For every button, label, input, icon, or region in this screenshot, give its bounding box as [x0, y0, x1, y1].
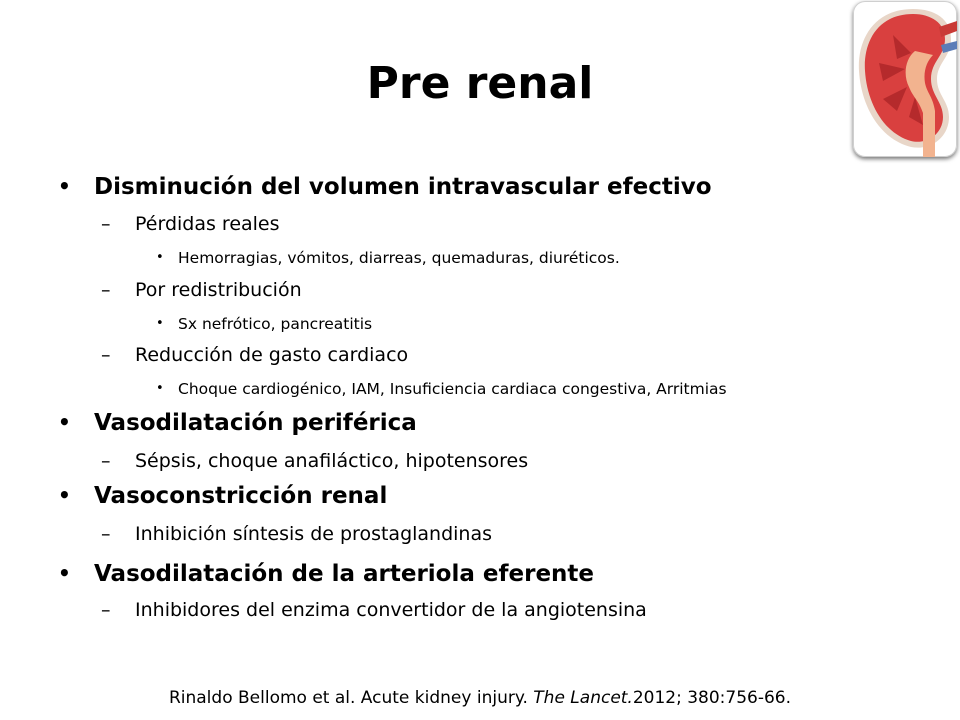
dash-icon: –	[101, 213, 111, 235]
dash-icon: –	[101, 450, 111, 472]
list-item-text: Disminución del volumen intravascular efectivo	[94, 174, 712, 200]
list-item-text: Vasoconstricción renal	[94, 483, 388, 509]
dash-icon: –	[101, 279, 111, 301]
detail-item-text: Sx nefrótico, pancreatitis	[178, 315, 373, 333]
citation-authors: Rinaldo Bellomo et al. Acute kidney injury.	[168, 688, 534, 708]
citation-journal: The Lancet.	[533, 688, 633, 708]
bullet-icon: •	[156, 316, 164, 331]
bullet-icon: •	[58, 410, 71, 434]
bullet-icon: •	[58, 561, 71, 585]
slide-title: Pre renal	[366, 58, 594, 109]
dash-icon: –	[101, 344, 111, 366]
dash-icon: –	[101, 599, 111, 621]
bullet-icon: •	[156, 250, 164, 265]
sub-item-text: Inhibición síntesis de prostaglandinas	[135, 523, 493, 545]
bullet-icon: •	[156, 381, 164, 396]
detail-item-text: Hemorragias, vómitos, diarreas, quemaduras, diuréticos.	[178, 249, 620, 267]
dash-icon: –	[101, 523, 111, 545]
bullet-icon: •	[58, 483, 71, 507]
sub-item-text: Pérdidas reales	[135, 213, 280, 235]
bullet-icon: •	[58, 174, 71, 198]
sub-item-text: Sépsis, choque anafiláctico, hipotensores	[135, 450, 529, 472]
sub-item-text: Inhibidores del enzima convertidor de la angiotensina	[135, 599, 647, 621]
detail-item-text: Choque cardiogénico, IAM, Insuficiencia cardiaca congestiva, Arritmias	[178, 380, 727, 398]
citation-details: 2012; 380:756-66.	[632, 688, 792, 708]
citation	[0, 688, 960, 708]
list-item-text: Vasodilatación periférica	[94, 410, 417, 436]
sub-item-text: Reducción de gasto cardiaco	[135, 344, 409, 366]
sub-item-text: Por redistribución	[135, 279, 302, 301]
list-item-text: Vasodilatación de la arteriola eferente	[94, 561, 595, 587]
